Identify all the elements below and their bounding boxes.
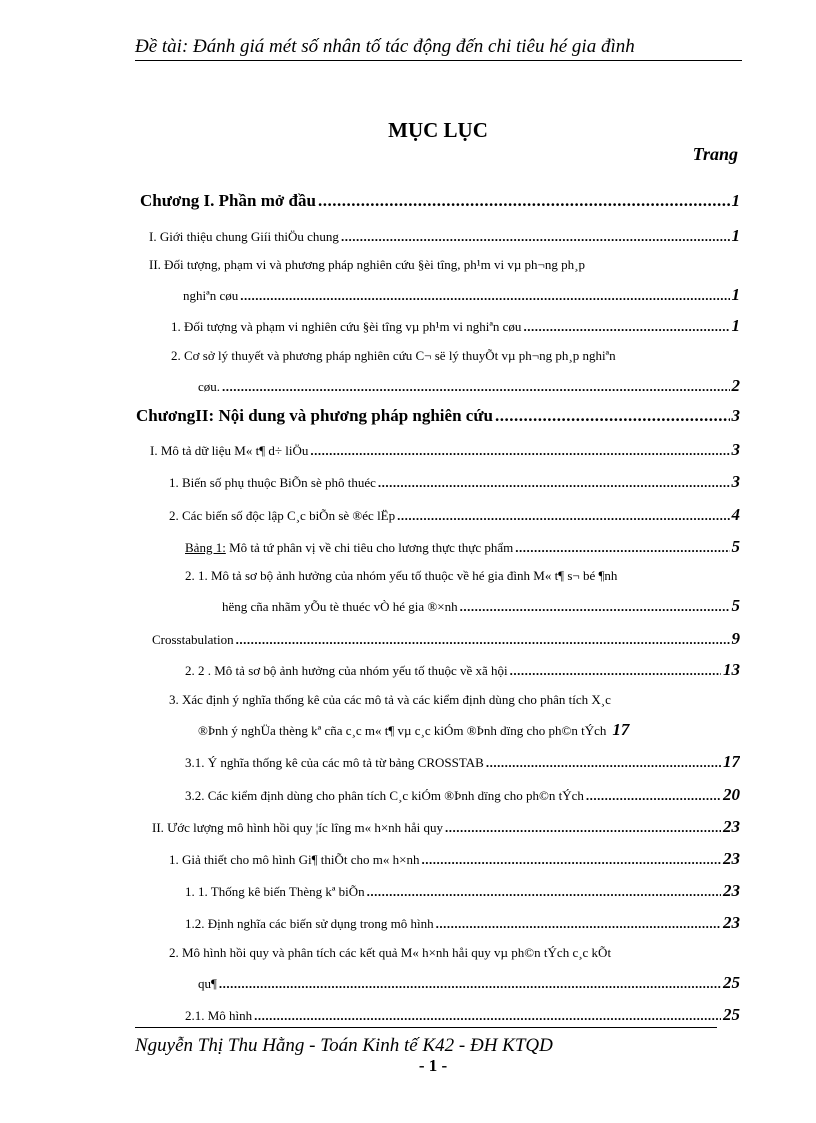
toc-entry-label: ChươngII: Nội dung và phương pháp nghiên cứu [136,406,493,425]
toc-entry[interactable] [185,537,740,557]
toc-entry-page: 1 [731,226,740,245]
footer-rule [135,1027,717,1028]
toc-entry[interactable] [185,913,740,933]
toc-leader-dots [310,443,729,459]
toc-entry-label: I. Mô tả dữ liệu M« t¶ d÷ liÖu [150,443,309,458]
toc-entry-label: 1. Biến số phụ thuộc BiÕn sè phô thuéc [169,475,376,490]
toc-entry-page: 17 [723,752,740,771]
toc-entry-page: 1 [731,191,740,210]
toc-entry-label: 1. Giả thiết cho mô hình Gi¶ thiÕt cho m« h×nh [169,852,420,867]
toc-leader-dots [236,632,730,648]
toc-entry[interactable] [169,472,740,492]
toc-entry-page: 5 [731,537,740,556]
footer-author: Nguyễn Thị Thu Hằng - Toán Kinh tế K42 - ĐH KTQD [135,1035,553,1056]
page-number: - 1 - [418,1056,448,1075]
toc-entry-page: 23 [723,913,740,932]
toc-entry-page: 9 [731,629,740,648]
toc-entry-label: ®Þnh ý nghÜa thèng kª cña c¸c m« t¶ vµ c¸c kiÓm ®Þnh dïng cho ph©n tÝch [198,723,607,738]
toc-entry-page: 23 [723,881,740,900]
toc-leader-dots [510,663,721,679]
toc-entry[interactable] [185,660,740,680]
toc-leader-dots [421,852,721,868]
toc-leader-dots [445,820,721,836]
toc-entry-label: 3.2. Các kiểm định dùng cho phân tích C¸c kiÓm ®Þnh dïng cho ph©n tÝch [185,788,584,803]
toc-entry-line[interactable]: 2. Cơ sở lý thuyết và phương pháp nghiên cứu C¬ së lý thuyÕt vµ ph¬ng ph¸p nghiªn [171,348,616,363]
toc-entry[interactable] [185,1005,740,1025]
toc-entry-page: 20 [723,785,740,804]
toc-entry-label: Mô tả tứ phân vị về chi tiêu cho lương thực thực phẩm [225,540,514,555]
toc-entry[interactable] [152,629,740,649]
toc-entry[interactable] [150,440,740,460]
toc-entry-page: 3 [731,440,740,459]
toc-entry-page: 2 [731,376,740,395]
toc-entry-page: 3 [731,406,740,425]
toc-entry-label: cøu. [198,379,221,394]
toc-leader-dots [460,599,730,615]
toc-entry-page: 23 [723,817,740,836]
toc-leader-dots [515,540,729,556]
toc-entry[interactable] [149,226,740,246]
toc-leader-dots [486,755,721,771]
toc-entry-label: qu¶ [198,976,217,991]
page-column-label: Trang [692,144,738,164]
toc-leader-dots [397,508,729,524]
toc-leader-dots [240,288,729,304]
toc-entry[interactable] [152,817,740,837]
toc-entry-page: 5 [731,596,740,615]
toc-entry[interactable] [198,376,740,396]
toc-entry-line[interactable]: 2. Mô hình hồi quy và phân tích các kết quả M« h×nh håi quy vµ ph©n tÝch c¸c kÕt [169,945,612,960]
toc-leader-dots [436,916,721,932]
toc-entry-label: 2. Các biến số độc lập C¸c biÕn sè ®éc lËp [169,508,396,523]
toc-entry[interactable] [198,720,740,740]
toc-entry[interactable] [185,881,740,901]
toc-entry-page: 25 [723,973,740,992]
page-title: MỤC LỤC [388,118,488,142]
toc-entry[interactable] [169,849,740,869]
toc-leader-dots [495,406,730,426]
toc-entry-label: Crosstabulation [152,632,234,647]
toc-entry-label-wrap [185,540,513,556]
table-ref-label: Bảng 1: [185,540,226,555]
toc-entry-line[interactable]: 2. 1. Mô tả sơ bộ ảnh hưởng của nhóm yếu tố thuộc về hé gia đình M« t¶ s¬ bé ¶nh [185,568,618,583]
toc-entry-label: 3.1. Ý nghĩa thống kê của các mô tả từ bảng CROSSTAB [185,755,484,770]
toc-entry-chapter-2[interactable] [136,406,740,426]
toc-entry-chapter-1[interactable] [140,191,740,211]
toc-entry-page: 1 [731,285,740,304]
toc-entry-label: nghiªn cøu [183,288,239,303]
toc-entry-label: Chương I. Phần mở đầu [140,191,316,210]
toc-leader-dots [341,229,730,245]
toc-entry-label: II. Ước lượng mô hình hồi quy ¦íc lîng m« h×nh håi quy [152,820,444,835]
toc-entry[interactable] [185,785,740,805]
toc-leader-dots [586,788,721,804]
toc-leader-dots [523,319,729,335]
toc-entry-line[interactable]: II. Đối tượng, phạm vi và phương pháp nghiên cứu §èi tîng, ph¹m vi vµ ph¬ng ph¸p [149,257,585,272]
toc-leader-dots [318,191,730,211]
toc-entry-page: 4 [731,505,740,524]
toc-entry-label: 1. 1. Thống kê biến Thèng kª biÕn [185,884,365,899]
toc-leader-dots [367,884,721,900]
toc-entry-label: 1. Đối tượng và phạm vi nghiên cứu §èi tîng vµ ph¹m vi nghiªn cøu [171,319,522,334]
toc-entry[interactable] [171,316,740,336]
toc-entry[interactable] [222,596,740,616]
toc-entry[interactable] [183,285,740,305]
toc-entry-label: I. Giới thiệu chung Giíi thiÖu chung [149,229,339,244]
toc-entry-page: 17 [612,720,630,739]
toc-entry[interactable] [169,505,740,525]
toc-leader-dots [219,976,721,992]
toc-entry-page: 23 [723,849,740,868]
toc-entry-label: hëng cña nhãm yÕu tè thuéc vÒ hé gia ®×nh [222,599,458,614]
toc-entry-page: 1 [731,316,740,335]
toc-entry-line[interactable]: 3. Xác định ý nghĩa thống kê của các mô tả và các kiểm định dùng cho phân tích X¸c [169,692,611,707]
header-title: Đề tài: Đánh giá mét số nhân tố tác động đến chi tiêu hé gia đình [135,36,635,57]
toc-entry-page: 13 [723,660,740,679]
toc-entry[interactable] [198,973,740,993]
toc-entry-page: 3 [731,472,740,491]
toc-entry-label: 2. 2 . Mô tả sơ bộ ảnh hưởng của nhóm yếu tố thuộc về xã hội [185,663,508,678]
toc-leader-dots [222,379,729,395]
toc-entry[interactable] [185,752,740,772]
toc-leader-dots [254,1008,721,1024]
toc-entry-label: 1.2. Định nghĩa các biến sử dụng trong mô hình [185,916,434,931]
toc-entry-page: 25 [723,1005,740,1024]
toc-entry-label: 2.1. Mô hình [185,1008,253,1023]
toc-leader-dots [378,475,730,491]
